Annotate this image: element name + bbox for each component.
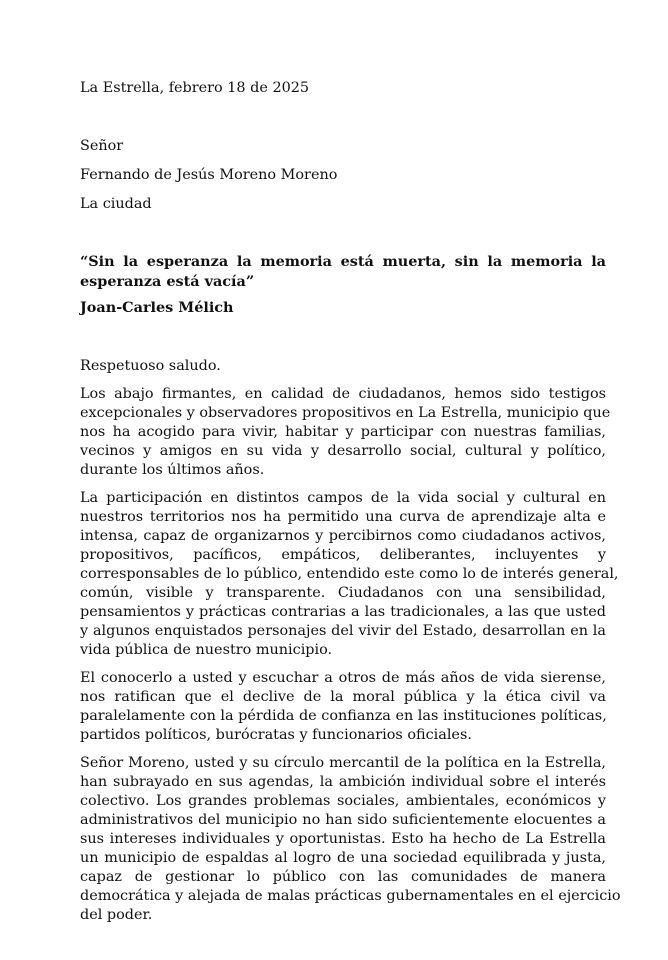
- paragraph-line: corresponsables de lo público, entendido este como lo de interés general,: [80, 566, 619, 582]
- paragraph-line: La participación en distintos campos de la vida social y cultural en: [80, 490, 606, 506]
- paragraph-line: administrativos del municipio no han sido suficientemente elocuentes a: [80, 812, 606, 828]
- paragraph-line: pensamientos y prácticas contrarias a las tradicionales, a las que usted: [80, 604, 606, 620]
- recipient-city: La ciudad: [80, 196, 152, 212]
- paragraph-line: un municipio de espaldas al logro de una sociedad equilibrada y justa,: [80, 850, 606, 866]
- body-paragraph: [80, 754, 621, 925]
- epigraph-quote: [80, 252, 606, 292]
- greeting: Respetuoso saludo.: [80, 358, 221, 374]
- paragraph-line: vecinos y amigos en su vida y desarrollo social, cultural y político,: [80, 443, 606, 459]
- paragraph-line: nos ratifican que el declive de la moral pública y la ética civil va: [80, 689, 606, 705]
- paragraph-line: han subrayado en sus agendas, la ambición individual sobre el interés: [80, 774, 606, 790]
- epigraph-author: Joan-Carles Mélich: [80, 299, 234, 316]
- paragraph-line: democrática y alejada de malas prácticas gubernamentales en el ejercicio: [80, 888, 621, 904]
- paragraph-line: del poder.: [80, 907, 153, 923]
- body-paragraph: [80, 669, 606, 745]
- paragraph-line: paralelamente con la pérdida de confianza en las instituciones políticas,: [80, 708, 607, 724]
- paragraph-line: durante los últimos años.: [80, 462, 265, 478]
- paragraph-line: El conocerlo a usted y escuchar a otros de más años de vida sierense,: [80, 670, 606, 686]
- paragraph-line: nuestros territorios nos ha permitido una curva de aprendizaje alta e: [80, 509, 606, 525]
- paragraph-line: propositivos, pacíficos, empáticos, deliberantes, incluyentes y: [80, 547, 606, 563]
- paragraph-line: vida pública de nuestro municipio.: [80, 642, 333, 658]
- paragraph-line: sus intereses individuales y oportunistas. Esto ha hecho de La Estrella: [80, 831, 606, 847]
- letter-date: La Estrella, febrero 18 de 2025: [80, 80, 310, 96]
- paragraph-line: partidos políticos, burócratas y funcionarios oficiales.: [80, 727, 472, 743]
- paragraph-line: común, visible y transparente. Ciudadanos con una sensibilidad,: [80, 585, 606, 601]
- recipient-name: Fernando de Jesús Moreno Moreno: [80, 167, 338, 183]
- paragraph-line: Señor Moreno, usted y su círculo mercantil de la política en la Estrella,: [80, 755, 606, 771]
- epigraph-quote-line: “Sin la esperanza la memoria está muerta, sin la memoria la: [80, 253, 606, 270]
- recipient-salutation: Señor: [80, 138, 124, 154]
- paragraph-line: colectivo. Los grandes problemas sociales, ambientales, económicos y: [80, 793, 606, 809]
- body-paragraph: [80, 385, 611, 480]
- paragraph-line: intensa, capaz de organizarnos y percibirnos como ciudadanos activos,: [80, 528, 606, 544]
- paragraph-line: y algunos enquistados personajes del vivir del Estado, desarrollan en la: [80, 623, 606, 639]
- paragraph-line: excepcionales y observadores propositivos en La Estrella, municipio que: [80, 405, 611, 421]
- epigraph-quote-line: esperanza está vacía”: [80, 273, 255, 290]
- paragraph-line: Los abajo firmantes, en calidad de ciudadanos, hemos sido testigos: [80, 386, 606, 402]
- body-paragraph: [80, 489, 619, 660]
- paragraph-line: capaz de gestionar lo público con las comunidades de manera: [80, 869, 606, 885]
- paragraph-line: nos ha acogido para vivir, habitar y participar con nuestras familias,: [80, 424, 606, 440]
